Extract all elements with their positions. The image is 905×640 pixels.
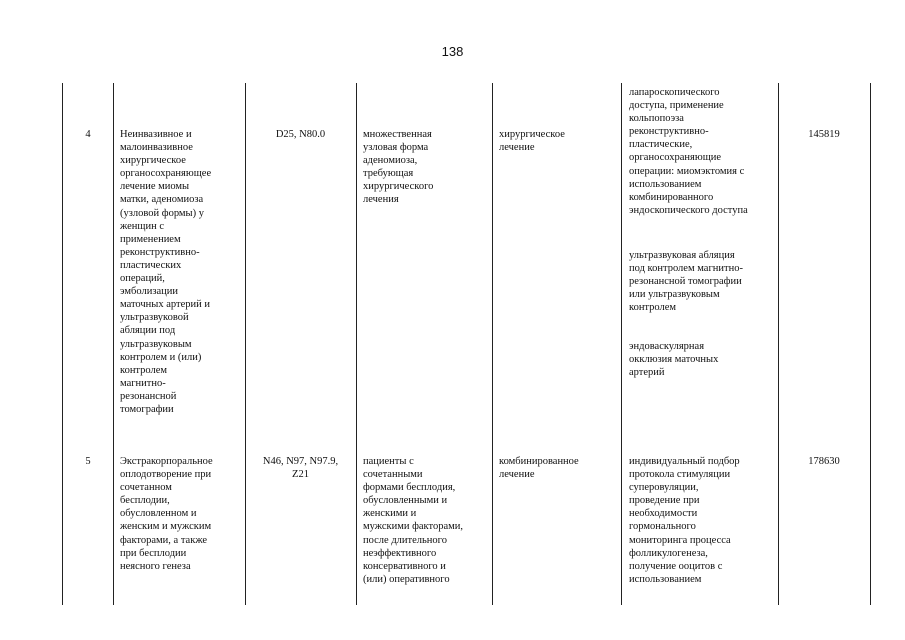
methods-continued: лапароскопического доступа, применение кольпопоэза реконструктивно- пластические, органосохраняющие операции: миомэктомия с использованием комбинированного эндоскопического доступа [629, 87, 748, 216]
treatment-type: хирургическое лечение [499, 129, 565, 154]
icd-code: D25, N80.0 [275, 129, 326, 140]
row-number: 4 [85, 129, 91, 140]
row-number: 5 [85, 456, 91, 467]
cost-value: 178630 [808, 456, 840, 467]
treatment-type: комбинированное лечение [499, 456, 579, 481]
treatment-method: ультразвуковая абляция под контролем магнитно- резонансной томографии или ультразвуковым контролем [629, 250, 743, 314]
table-rule [245, 83, 246, 605]
patient-model: пациенты с сочетанными формами бесплодия, обусловленными и женскими и мужскими факторами, после длительного неэффективного консервативного и (или) оперативного [363, 456, 464, 585]
table-rule [356, 83, 357, 605]
cost-value: 145819 [808, 129, 840, 140]
patient-model: множественная узловая форма аденомиоза, требующая хирургического лечения [363, 129, 434, 206]
treatment-method: эндоваскулярная окклюзия маточных артерий [629, 341, 719, 379]
method-name: Экстракорпоральное оплодотворение при сочетанном бесплодии, обусловленном и женским и мужским факторами, а также при бесплодии неясного генеза [120, 456, 213, 572]
icd-code: N46, N97, N97.9, Z21 [262, 456, 339, 481]
table-rule [62, 83, 63, 605]
table-rule [778, 83, 779, 605]
method-name: Неинвазивное и малоинвазивное хирургическое органосохраняющее лечение миомы матки, аденомиоза (узловой формы) у женщин с применением реконструктивно- пластических операций, эмболизации маточных артерий и ультразвуковой абляции под ультразвуковым контролем и (или) контролем магнитно- резонансной томографии [120, 129, 212, 415]
table-rule [492, 83, 493, 605]
table-rule [870, 83, 871, 605]
table-rule [113, 83, 114, 605]
treatment-method: индивидуальный подбор протокола стимуляции суперовуляции, проведение при необходимости гормонального мониторинга процесса фолликулогенеза, получение ооцитов с использованием [629, 456, 740, 585]
table-rule [621, 83, 622, 605]
page-number: 138 [441, 44, 464, 59]
